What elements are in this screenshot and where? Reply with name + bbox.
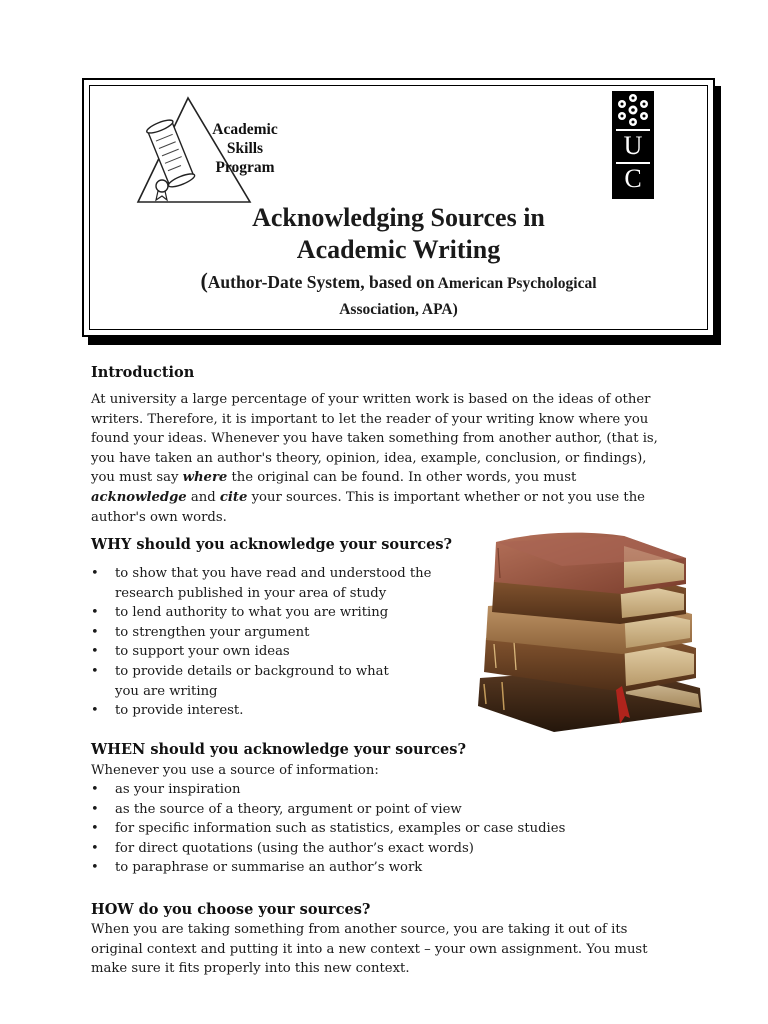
list-item-line: • to show that you have read and understood the [115,566,432,581]
text-run: the original can be found. In other words, you must [227,470,577,486]
list-item: • for specific information such as statistics, examples or case studies [91,819,565,839]
header-frame [82,78,715,337]
text-run: you must say [91,470,183,486]
emphasis-where: where [182,470,228,486]
list-item: • as your inspiration [91,780,565,800]
program-logo-text [190,120,300,177]
list-item-line: you are writing [115,683,218,699]
how-heading: HOW do you choose your sources? [91,901,371,918]
paragraph-line [91,468,651,488]
list-item [91,603,431,623]
emphasis-acknowledge: acknowledge [91,489,187,505]
crest-letter-c: C [624,164,642,193]
document-title [90,202,707,266]
list-item-line: • to provide details or background to what [115,663,389,679]
list-item: • to paraphrase or summarise an author’s work [91,858,565,878]
paragraph-line: When you are taking something from another source, you are taking it out of its [91,922,628,937]
list-item [91,623,431,643]
why-heading: WHY should you acknowledge your sources? [91,536,452,553]
subtitle-part-3: Association, APA) [339,301,458,318]
introduction-heading: Introduction [91,364,195,381]
list-item [91,642,431,662]
paragraph-line: make sure it fits properly into this new context. [91,961,410,977]
paragraph-line [91,488,651,508]
subtitle-paren: ( [200,268,208,293]
title-line-2: Academic Writing [296,235,501,264]
when-intro: Whenever you use a source of information: [91,763,379,778]
header-frame-inner [89,85,708,330]
stacked-old-books-image [474,528,710,736]
snowflake-icon [615,93,651,127]
paragraph-line: you have taken an author's theory, opinion, idea, example, conclusion, or findings), [91,450,647,466]
why-list [91,564,431,721]
list-item-line: • to strengthen your argument [115,624,310,640]
when-heading: WHEN should you acknowledge your sources? [91,741,466,758]
list-item [91,564,431,603]
subtitle-part-2: American Psychological [437,275,597,292]
program-logo-line: Academic [212,121,278,138]
emphasis-cite: cite [219,489,248,505]
list-item [91,662,431,701]
list-item-line: • to provide interest. [115,703,244,719]
subtitle-part-1: Author-Date System, based on [207,272,435,292]
crest-letter-u: U [623,131,643,160]
how-paragraph [91,920,651,979]
list-item-line: • to lend authority to what you are writing [115,605,389,621]
paragraph-line: found your ideas. Whenever you have taken something from another author, (that is, [91,431,658,447]
program-logo-line: Skills [226,140,264,157]
paragraph-line: At university a large percentage of your written work is based on the ideas of other [91,392,651,407]
when-list [91,780,565,878]
paragraph-line: author's own words. [91,509,227,525]
list-item-line: • to support your own ideas [115,644,290,660]
uc-crest-logo [612,91,654,199]
paragraph-line: writers. Therefore, it is important to let the reader of your writing know where you [91,411,649,427]
text-run: your sources. This is important whether or not you use the [247,489,645,505]
list-item [91,701,431,721]
document-subtitle [120,268,677,323]
title-line-1: Acknowledging Sources in [252,203,545,232]
list-item-line: research published in your area of study [115,585,387,601]
program-logo-line: Program [215,159,275,176]
introduction-paragraph [91,390,658,527]
list-item: • for direct quotations (using the author’s exact words) [91,839,565,859]
text-run: and [186,489,220,505]
list-item: • as the source of a theory, argument or point of view [91,800,565,820]
paragraph-line: original context and putting it into a new context – your own assignment. You must [91,941,648,957]
